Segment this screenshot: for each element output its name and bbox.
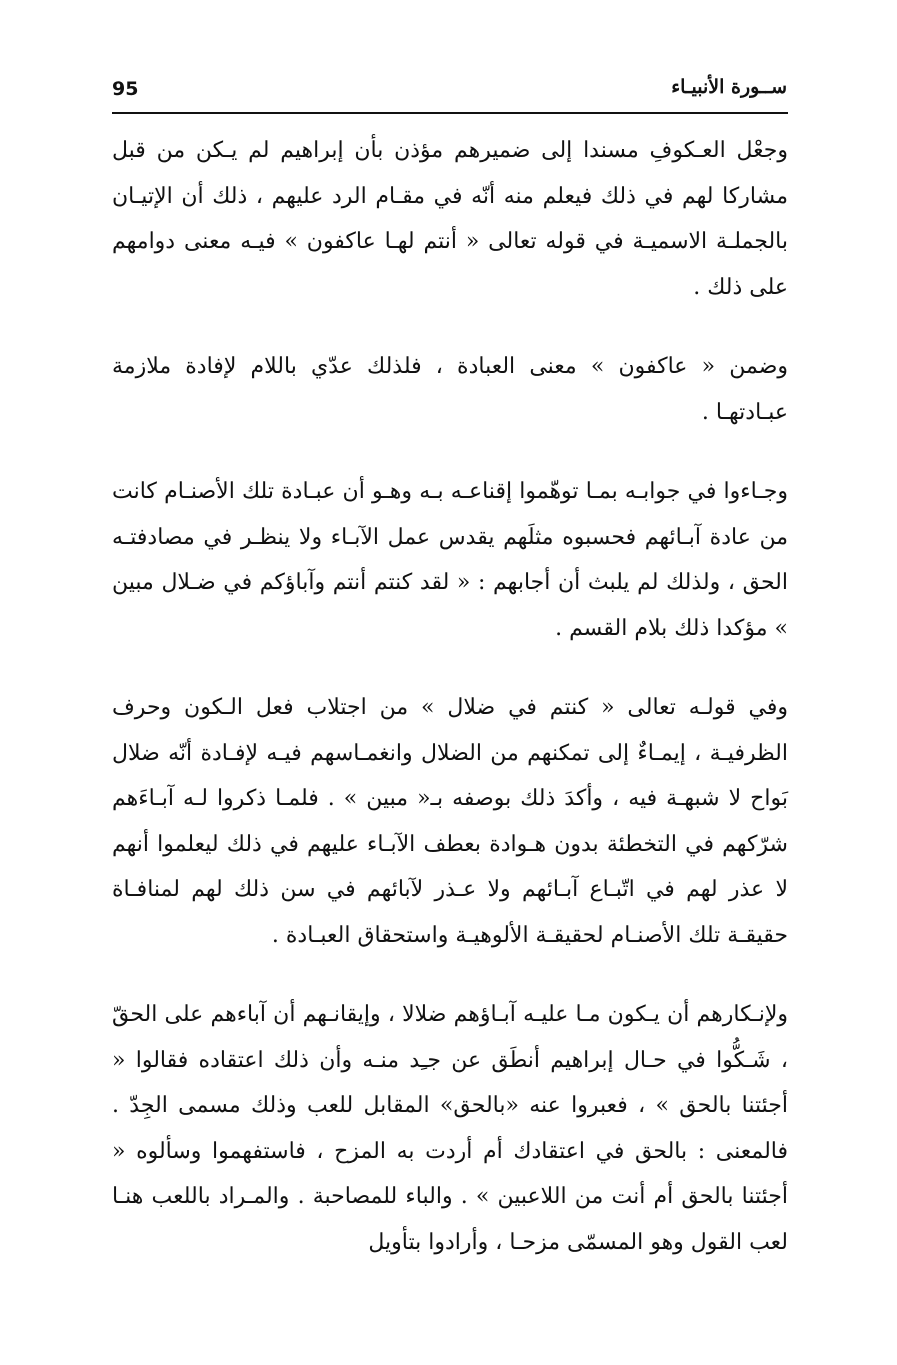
paragraph: ولإنـكارهم أن يـكون مـا عليـه آبـاؤهم ضلالا ، وإيقانـهم أن آباءهم على الحقّ ، شَـكُّوا في حـال إبراهيم أنطَق عن جـِد منـه وأن ذلك اعتقاده فقالوا « أجئتنا بالحق » ، فعبروا عنه «بالحق» المقابل للعب وذلك مسمى الجِدّ . فالمعنى : بالحق في اعتقادك أم أردت به المزح ، فاستفهموا وسألوه « أجئتنا بالحق أم أنت من اللاعبين » . والباء للمصاحبة . والمـراد باللعب هنـا لعب القول وهو المسمّى مزحـا ، وأرادوا بتأويل [112, 1002, 789, 1255]
paragraph: وفي قولـه تعالى « كنتم في ضلال » من اجتلاب فعل الـكون وحرف الظرفيـة ، إيمـاءٌ إلى تمكنهم من الضلال وانغمـاسهم فيـه لإفـادة أنّه ضلال بَواح لا شبهـة فيه ، وأكدَ ذلك بوصفه بـ« مبين » . فلمـا ذكروا لـه آبـاءَهم شرّكهم في التخطئة بدون هـوادة بعطف الآبـاء عليهم في ذلك ليعلموا أنهم لا عذر لهم في اتّبـاع آبـائهم ولا عـذر لآبائهم في سن ذلك لهم لمنافـاة حقيقـة تلك الأصنـام لحقيقـة الألوهيـة واستحقاق العبـادة . [112, 695, 788, 948]
page-number: 95 [112, 78, 139, 100]
paragraph: وجعْل العـكوفِ مسندا إلى ضميرهم مؤذن بأن إبراهيم لم يـكن من قبل مشاركا لهم في ذلك فيعلم منه أنّه في مقـام الرد عليهم ، ذلك أن الإتيـان بالجملـة الاسميـة في قوله تعالى « أنتم لهـا عاكفون » فيـه معنى دوامهم على ذلك . [112, 138, 788, 300]
paragraph: وضمن « عاكفون » معنى العبادة ، فلذلك عدّي باللام لإفادة ملازمة عبـادتهـا . [112, 354, 788, 425]
running-title: ســورة الأنبيـاء [671, 76, 787, 98]
paragraph: وجـاءوا في جوابـه بمـا توهّموا إقناعـه بـه وهـو أن عبـادة تلك الأصنـام كانت من عادة آبـائهم فحسبوه مثلَهم يقدس عمل الآبـاء ولا ينظـر في مصادفتـه الحق ، ولذلك لم يلبث أن أجابهم : « لقد كنتم أنتم وآباؤكم في ضـلال مبين » مؤكدا ذلك بلام القسم . [112, 479, 788, 641]
body-text [112, 128, 788, 1299]
page-header [112, 76, 787, 110]
header-rule [112, 112, 788, 114]
